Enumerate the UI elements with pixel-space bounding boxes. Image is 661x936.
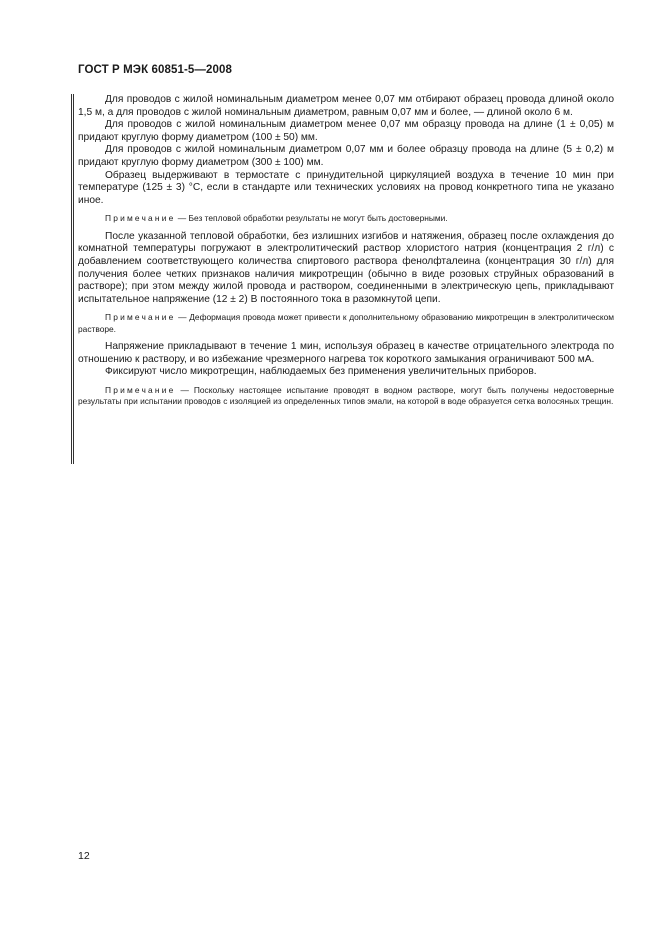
page-number: 12 (78, 850, 90, 862)
note-water-solution (78, 385, 614, 408)
note-text: — Без тепловой обработки результаты не могут быть достоверными. (175, 213, 448, 224)
note-heat-treatment (78, 213, 614, 224)
change-bar (71, 94, 74, 464)
paragraph-sample-length: Для проводов с жилой номинальным диаметром менее 0,07 мм отбирают образец провода длиной около 1,5 м, а для проводов с жилой номинальным диаметром, равным 0,07 мм и более, — длиной около 6 м. (78, 94, 614, 118)
paragraph-electrolyte-test: После указанной тепловой обработки, без излишних изгибов и натяжения, образец после охлаждения до комнатной температуры погружают в электролитический раствор хлористого натрия (концентрация 2 г/л) с добавлением соответствующего количества спиртового раствора фенолфталеина (концентрация 30 г/л) для получения более четких признаков наличия микротрещин (обычно в виде розовых струйных образований в растворе); при этом между жилой провода и раствором, соединенными в электрическую цепь, прикладывают испытательное напряжение (12 ± 2) В постоянного тока в разомкнутой цепи. (78, 230, 614, 305)
paragraph-count-cracks: Фиксируют число микротрещин, наблюдаемых без применения увеличительных приборов. (105, 366, 537, 378)
paragraph-small-diameter-coil: Для проводов с жилой номинальным диаметром менее 0,07 мм образцу провода на длине (1 ± 0,05) м придают круглую форму диаметром (100 ± 50) мм. (78, 119, 614, 143)
paragraph-thermostat: Образец выдерживают в термостате с принудительной циркуляцией воздуха в течение 10 мин при температуре (125 ± 3) °С, если в стандарте или технических условиях на провод конкретного типа не указано иное. (78, 169, 614, 206)
document-header: ГОСТ Р МЭК 60851-5—2008 (78, 64, 232, 76)
note-text: — Поскольку настоящее испытание проводят в водном растворе, могут быть получены недостоверные результаты при испытании проводов с изоляцией из определенных типов эмали, на которой в воде образуется сетка волосяных трещин. (78, 384, 614, 407)
note-deformation (78, 312, 614, 335)
paragraph-large-diameter-coil: Для проводов с жилой номинальным диаметром 0,07 мм и более образцу провода на длине (5 ± 0,2) м придают круглую форму диаметром (300 ± 100) мм. (78, 144, 614, 168)
note-label: Примечание (105, 213, 176, 224)
paragraph-voltage: Напряжение прикладывают в течение 1 мин, используя образец в качестве отрицательного электрода по отношению к раствору, и во избежание чрезмерного нагрева ток короткого замыкания ограничивают 500 мА. (78, 341, 614, 365)
note-label: Примечание (105, 384, 176, 395)
document-body (78, 94, 614, 414)
note-label: Примечание (105, 312, 176, 323)
note-text: — Деформация провода может привести к дополнительному образованию микротрещин в электролитическом растворе. (78, 312, 614, 334)
